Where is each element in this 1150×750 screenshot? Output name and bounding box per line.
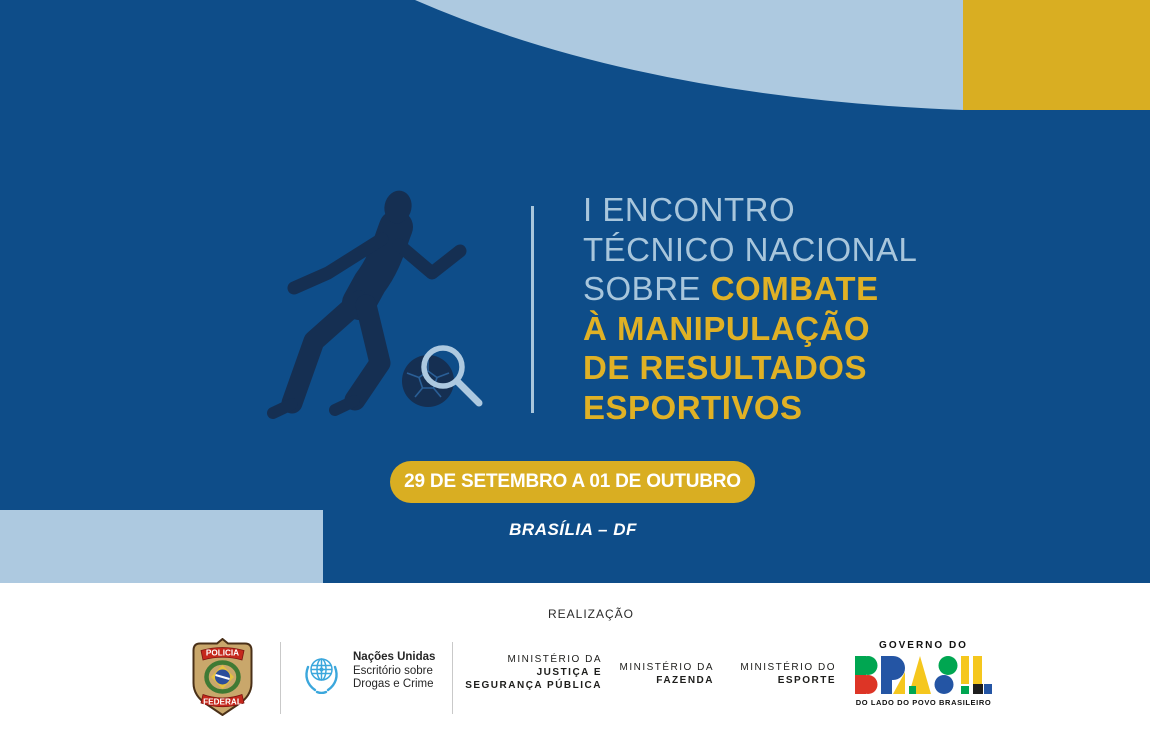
footer <box>0 583 1150 750</box>
unodc-line-3: Drogas e Crime <box>353 678 434 690</box>
esporte-line-2: ESPORTE <box>777 675 836 686</box>
esporte-line-1: MINISTÉRIO DO <box>740 662 836 673</box>
fazenda-line-2: FAZENDA <box>656 675 714 686</box>
title-line-5: DE RESULTADOS <box>583 349 867 386</box>
event-title <box>583 190 917 427</box>
title-line-4: À MANIPULAÇÃO <box>583 309 870 347</box>
bottom-left-lightblue-block <box>0 510 323 583</box>
title-line-3-accent: COMBATE <box>710 270 879 307</box>
fazenda-line-1: MINISTÉRIO DA <box>619 662 714 673</box>
title-line-1: I ENCONTRO <box>583 191 796 228</box>
ministry-esporte-logo <box>686 661 836 687</box>
justica-line-2: JUSTIÇA E <box>536 667 602 678</box>
svg-text:POLICIA: POLICIA <box>205 648 240 658</box>
justica-line-1: MINISTÉRIO DA <box>507 654 602 665</box>
brasil-wordmark-icon <box>855 656 992 694</box>
top-right-yellow-block <box>963 0 1150 110</box>
governo-heading: GOVERNO DO <box>879 640 968 651</box>
footer-heading: REALIZAÇÃO <box>547 607 635 621</box>
title-line-3 <box>583 269 917 309</box>
brasil-wordmark-text <box>924 694 925 695</box>
title-line-6: ESPORTIVOS <box>583 388 803 426</box>
soccer-player-illustration <box>258 183 513 433</box>
date-badge <box>390 461 755 503</box>
unodc-line-1: Nações Unidas <box>353 651 436 663</box>
title-line-2: TÉCNICO NACIONAL <box>583 230 918 268</box>
pf-wreath <box>207 663 239 692</box>
title-divider <box>531 206 534 413</box>
justica-line-3: SEGURANÇA PÚBLICA <box>465 680 602 691</box>
governo-tagline: DO LADO DO POVO BRASILEIRO <box>855 698 992 707</box>
logo-divider-1 <box>280 642 281 714</box>
unodc-logo <box>353 651 435 692</box>
un-emblem-icon <box>301 653 342 694</box>
unodc-line-2: Escritório sobre <box>353 664 433 677</box>
svg-text:FEDERAL: FEDERAL <box>203 697 242 707</box>
event-location: BRASÍLIA – DF <box>509 520 637 539</box>
title-line-3-regular: SOBRE <box>583 270 702 307</box>
policia-federal-logo <box>192 638 253 716</box>
date-badge-label: 29 DE SETEMBRO A 01 DE OUTUBRO <box>404 471 741 492</box>
governo-brasil-logo <box>855 640 992 707</box>
